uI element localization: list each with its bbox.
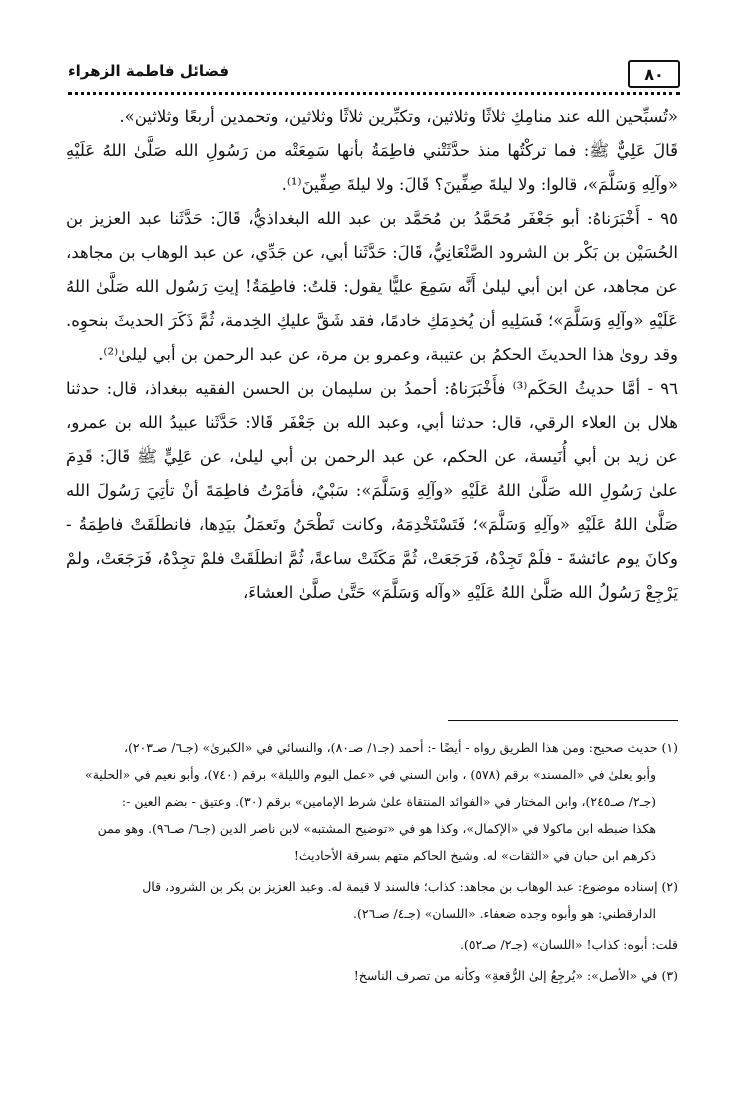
running-title: فضائل فاطمة الزهراء <box>68 62 230 80</box>
footnote-divider <box>448 720 678 721</box>
main-text <box>66 100 678 610</box>
footnote-line: (٣) في «الأصل»: «يُرجِعُ إلىٰ الرُّقعةِ» وكأنه من تصرف الناسخ! <box>353 968 678 983</box>
footnote-line: (٢) إسناده موضوع: عبد الوهاب بن مجاهد: كذاب؛ فالسند لا قيمة له. وعبد العزيز بن بكر بن الشرود، قال <box>142 879 678 894</box>
paragraph-hadith-95: ٩٥ - أَخْبَرَناهُ: أبو جَعْفَر مُحَمَّدُ بن مُحَمَّد بن عبد الله البغداذيُّ، قَالَ: حَدَّثَنا عبد العزيز بن الحُسَيْن بن بَكْر بن الشرود الصَّنْعَانِيُّ، قَالَ: حَدَّثَنا أبي، عن جَدِّي، عن عبد الوهاب بن مجاهد، عن مجاهد، عن ابن أبي ليلىٰ أَنَّه سَمِعَ عليًّا يقول: قلتُ: فاطِمَةُ! إيتِ رَسُول الله صَلَّىٰ اللهُ عَلَيْهِ «وآلِهِ وَسَلَّمَ»؛ فَسَلِيهِ أن يُخدِمَكِ خادمًا، فقد شَقَّ عليكِ الخِدمة، ثُمَّ ذَكَرَ الحديثَ بنحوِه. وقد روىٰ هذا الحديثَ الحكمُ بن عتيبة، وعمرو بن مرة، عن عبد الرحمن بن أبي ليلىٰ⁽²⁾. <box>66 209 678 364</box>
paragraph: قَالَ عَلِيٌّ ﷺ: فما تركْتُها منذ حدَّثَتْني فاطِمَةُ بأنها سَمِعَتْه من رَسُولِ الله صَلَّىٰ اللهُ عَلَيْهِ «وآلِهِ وَسَلَّمَ»، قالوا: ولا ليلةَ صِفِّينَ؟ قَالَ: ولا ليلةَ صِفِّينَ⁽¹⁾. <box>66 141 678 194</box>
page-number: ٨٠ <box>628 60 680 88</box>
footnote-line: ذكرهم ابن حبان في «الثقات» له. وشيخ الحاكم متهم بسرقة الأحاديث! <box>293 848 656 863</box>
footnotes <box>66 734 678 993</box>
footnote-line: قلت: أبوه: كذاب! «اللسان» (جـ٢/ صـ٥٢). <box>459 937 678 952</box>
header-divider <box>68 92 680 95</box>
footnote-line: هكذا ضبطه ابن ماكولا في «الإكمال»، وكذا هو في «توضيح المشتبه» لابن ناصر الدين (جـ٦/ صـ٩٦). وهو ممن <box>97 821 656 836</box>
paragraph: «تُسبِّحين الله عند منامِكِ ثلاثًا وثلاثين، وتكبِّرين ثلاثًا وثلاثين، وتحمدين أربعًا وثلاثين». <box>119 107 678 126</box>
footnote-note <box>66 931 678 958</box>
footnote-line: (جـ٢/ صـ٢٤٥)، وابن المختار في «الفوائد المنتقاة علىٰ شرط الإمامين» برقم (٣٠). وعتيق - بضم العين -: <box>121 794 656 809</box>
footnote-line: وأبو يعلىٰ في «المسند» برقم (٥٧٨) ، وابن السني في «عمل اليوم والليلة» برقم (٧٤٠)، وأبو نعيم في «الحلية» <box>85 767 656 782</box>
footnote-3 <box>66 962 678 989</box>
footnote-line: الدارقطني: هو وأبوه وجده ضعفاء. «اللسان» (جـ٤/ صـ٢٦). <box>353 906 656 921</box>
footnote-1 <box>66 734 678 869</box>
page-header <box>68 60 680 90</box>
footnote-line: (١) حديث صحيح: ومن هذا الطريق رواه - أيضًا -: أحمد (جـ١/ صـ٨٠)، والنسائي في «الكبرىٰ» (جـ٦/ صـ٢٠٣)، <box>123 740 678 755</box>
paragraph-hadith-96: ٩٦ - أمَّا حديثُ الحَكَم⁽³⁾ فأَخْبَرَناهُ: أحمدُ بن سليمان بن الحسن الفقيه ببغداذ، قال: حدثنا هلال بن العلاء الرقي، قال: حدثنا أبي، وعبد الله بن جَعْفَر قَالا: حَدَّثَنا عبيدُ الله بن عمرو، عن زيد بن أبي أُنَيسة، عن الحكم، عن عبد الرحمن بن أبي ليلىٰ، عن عَلِيٍّ ﷺ قَالَ: قَدِمَ علىٰ رَسُولِ الله صَلَّىٰ اللهُ عَلَيْهِ «وآلِهِ وَسَلَّمَ»: سَبْيٌ، فأمَرْتُ فاطِمَةَ أنْ تأتِيَ رَسُولَ الله صَلَّىٰ اللهُ عَلَيْهِ «وآلِهِ وَسَلَّمَ»؛ فَتَسْتَخْدِمَهُ، وكانت تَطْحَنُ وتَعمَلُ بيَدِها، فانطلَقَتْ فاطِمَةُ - وكانَ يوم عائشةَ - فلَمْ تَجِدْهُ، فَرَجَعَتْ، ثُمَّ مَكَثَتْ ساعةً، ثُمَّ انطلَقَتْ فلمْ تجِدْهُ، فَرَجَعَتْ، ولمْ يَرْجِعْ رَسُولُ الله صَلَّىٰ اللهُ عَلَيْهِ «وآله وَسَلَّمَ» حَتَّىٰ صلَّىٰ العشاءَ، <box>66 379 678 602</box>
footnote-2 <box>66 873 678 927</box>
